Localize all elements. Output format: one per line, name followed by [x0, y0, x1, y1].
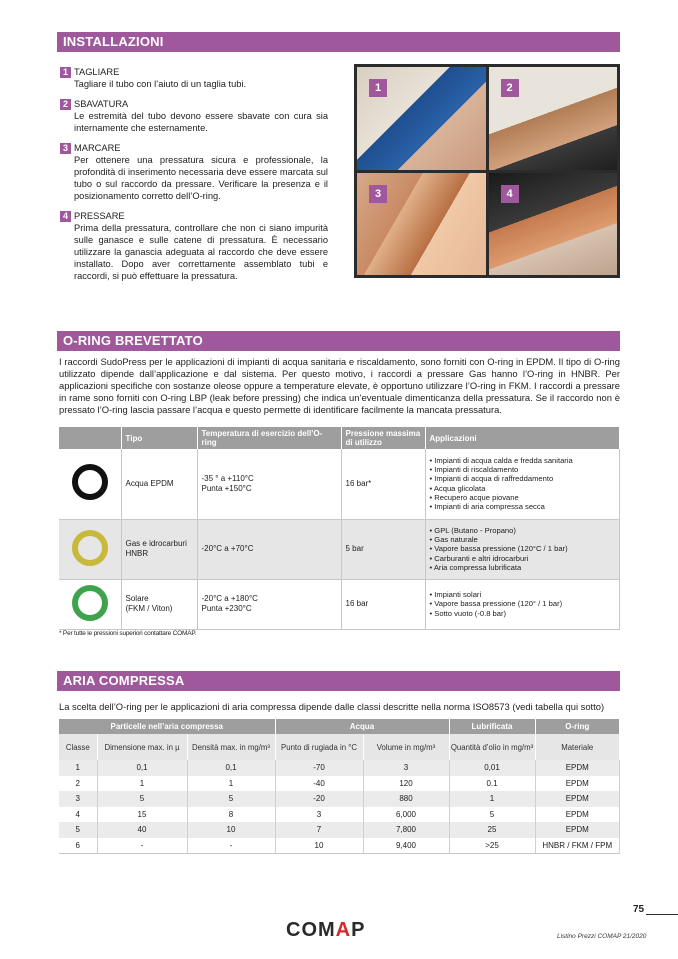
step-text: Prima della pressatura, controllare che non ci siano impurità sulle ganasce e sulle catene di pressatura. È necessario utilizzare la ganascia adeguata al raccordo che deve essere installato. Dopo aver correttamente assemblato tubi e raccordi, si può effettuare la pressatura.	[74, 223, 328, 281]
app-item: • Impianti di acqua calda e fredda sanitaria	[430, 456, 616, 465]
temp-line: -20°C a +180°C	[201, 594, 258, 603]
table-row	[59, 791, 620, 807]
aria-paragraph: La scelta dell’O-ring per le applicazioni di aria compressa dipende dalle classi descritte nella norma ISO8573 (vedi tabella qui sotto)	[59, 701, 605, 712]
aria-table	[59, 719, 620, 854]
section-header-oring: O-RING BREVETTATO	[57, 331, 620, 351]
app-item: • Impianti di acqua di raffreddamento	[430, 474, 616, 483]
pressure-cell: 16 bar	[341, 579, 425, 629]
app-item: • Recupero acque piovane	[430, 493, 616, 502]
table-cell: 40	[97, 822, 187, 838]
app-item: • Vapore bassa pressione (120° / 1 bar)	[430, 599, 616, 608]
step-1	[60, 66, 328, 90]
table-cell: 1	[449, 791, 535, 807]
table-cell: 2	[59, 776, 97, 792]
step-number: 2	[60, 99, 71, 110]
table-cell: 5	[59, 822, 97, 838]
tipo-cell	[121, 519, 197, 579]
logo-text: COM	[286, 919, 336, 941]
tipo-text: HNBR	[125, 549, 149, 558]
table-cell: 3	[275, 807, 363, 823]
table-cell: 9,400	[363, 838, 449, 854]
temp-line: -35 ° a +110°C	[201, 473, 254, 483]
photo-pressing	[489, 173, 618, 276]
step-title: SBAVATURA	[74, 99, 129, 109]
table-row	[59, 822, 620, 838]
table-row	[59, 519, 620, 579]
table-cell: 15	[97, 807, 187, 823]
col-dimensione: Dimensione max. in µ	[97, 734, 187, 760]
table-cell: 1	[59, 760, 97, 776]
oring-header-temp: Temperatura di esercizio dell’O-ring	[197, 427, 341, 449]
oring-image-cell	[59, 579, 121, 629]
tipo-text: (FKM / Viton)	[125, 604, 173, 613]
temp-cell	[197, 579, 341, 629]
table-cell: 25	[449, 822, 535, 838]
footnote: * Per tutte le pressioni superiori contattare COMAP.	[59, 630, 197, 637]
apps-cell	[425, 519, 620, 579]
temp-cell	[197, 449, 341, 519]
page-number: 75	[633, 904, 645, 915]
table-cell: 8	[187, 807, 275, 823]
comap-logo	[286, 919, 365, 942]
oring-image-cell	[59, 519, 121, 579]
table-cell: -20	[275, 791, 363, 807]
app-item: • Impianti di aria compressa secca	[430, 502, 616, 511]
photo-label: 2	[501, 79, 519, 97]
photo-deburring	[489, 67, 618, 170]
section-header-installazioni: INSTALLAZIONI	[57, 32, 620, 52]
temp-line: Punta +230°C	[201, 604, 252, 613]
app-item: • Vapore bassa pressione (120°C / 1 bar)	[430, 544, 616, 553]
table-cell: 10	[275, 838, 363, 854]
table-cell: 7	[275, 822, 363, 838]
temp-line: -20°C a +70°C	[201, 544, 254, 553]
col-materiale: Materiale	[535, 734, 620, 760]
app-item: • Gas naturale	[430, 535, 616, 544]
table-cell: EPDM	[535, 822, 620, 838]
table-cell: EPDM	[535, 760, 620, 776]
oring-header-apps: Applicazioni	[425, 427, 620, 449]
photo-cutting	[357, 67, 486, 170]
pressure-cell: 5 bar	[341, 519, 425, 579]
col-densita: Densità max. in mg/m³	[187, 734, 275, 760]
oring-image-cell	[59, 449, 121, 519]
app-item: • Acqua glicolata	[430, 484, 616, 493]
oring-header-pressure: Pressione massima di utilizzo	[341, 427, 425, 449]
photo-label: 4	[501, 185, 519, 203]
table-row	[59, 838, 620, 854]
temp-line: Punta +150°C	[201, 483, 252, 493]
group-water: Acqua	[275, 719, 449, 734]
step-number: 1	[60, 67, 71, 78]
step-text: Per ottenere una pressatura sicura e professionale, la profondità di inserimento necessaria deve essere marcata sul tubo o sul raccordo da pressare. Verificare la presenza e il posizionamento corretto dell’O-ring.	[74, 155, 328, 201]
table-cell: 7,800	[363, 822, 449, 838]
table-cell: -40	[275, 776, 363, 792]
installation-steps	[60, 66, 328, 290]
logo-accent: A	[335, 919, 352, 941]
step-2	[60, 98, 328, 134]
photo-label: 1	[369, 79, 387, 97]
table-cell: 5	[187, 791, 275, 807]
app-item: • Impianti solari	[430, 590, 616, 599]
tipo-cell	[121, 579, 197, 629]
table-cell: 10	[187, 822, 275, 838]
table-cell: 4	[59, 807, 97, 823]
table-row	[59, 449, 620, 519]
oring-header-image	[59, 427, 121, 449]
pressure-cell: 16 bar*	[341, 449, 425, 519]
tipo-text: Gas e idrocarburi	[125, 539, 187, 548]
table-row	[59, 807, 620, 823]
table-row	[59, 579, 620, 629]
table-cell: 0,1	[187, 760, 275, 776]
step-title: TAGLIARE	[74, 67, 120, 77]
page-number-rule	[646, 914, 678, 915]
table-cell: 1	[97, 776, 187, 792]
col-olio: Quantità d’olio in mg/m³	[449, 734, 535, 760]
table-cell: EPDM	[535, 807, 620, 823]
section-header-aria: ARIA COMPRESSA	[57, 671, 620, 691]
step-title: PRESSARE	[74, 211, 125, 221]
step-text: Tagliare il tubo con l’aiuto di un taglia tubi.	[74, 79, 247, 89]
col-classe: Classe	[59, 734, 97, 760]
group-oring: O-ring	[535, 719, 620, 734]
table-cell: 5	[449, 807, 535, 823]
table-cell: -	[97, 838, 187, 854]
step-3	[60, 142, 328, 202]
apps-cell	[425, 579, 620, 629]
step-4	[60, 210, 328, 282]
table-cell: EPDM	[535, 791, 620, 807]
table-row	[59, 760, 620, 776]
step-number: 3	[60, 143, 71, 154]
table-cell: HNBR / FKM / FPM	[535, 838, 620, 854]
oring-table	[59, 427, 620, 630]
table-cell: 3	[59, 791, 97, 807]
group-lubricated: Lubrificata	[449, 719, 535, 734]
installation-photo-grid	[354, 64, 620, 278]
app-item: • Sotto vuoto (-0.8 bar)	[430, 609, 616, 618]
logo-text: P	[351, 919, 366, 941]
table-cell: 880	[363, 791, 449, 807]
table-cell: -70	[275, 760, 363, 776]
tipo-text: Acqua EPDM	[125, 478, 174, 488]
tipo-text: Solare	[125, 594, 149, 603]
oring-hnbr-ring	[72, 530, 108, 566]
app-item: • Impianti di riscaldamento	[430, 465, 616, 474]
oring-paragraph: I raccordi SudoPress per le applicazioni di impianti di acqua sanitaria e riscaldamento, sono forniti con O-ring in EPDM. Il tipo di O-ring utilizzato dipende dall’applicazione e dal sistema. Per questo motivo, i raccordi a pressare Gas hanno l’O-ring in HNBR. Per applicazioni specifiche con sostanze oleose oppure a temperature elevate, è opportuno utilizzare l’O-ring in FKM. I raccordi a pressare in rame sono forniti con O-ring LBP (leak before pressing) che indica un’eventuale dimenticanza della pressatura. Se il raccordo non è pressato l’O-ring lascia passare l’acqua e questo permette di identificare facilmente la mancata pressatura.	[59, 356, 620, 415]
table-cell: 0.1	[449, 776, 535, 792]
step-text: Le estremità del tubo devono essere sbavate con cura sia internamente che esternamente.	[74, 111, 328, 133]
table-cell: 3	[363, 760, 449, 776]
temp-cell	[197, 519, 341, 579]
table-cell: 6,000	[363, 807, 449, 823]
table-cell: -	[187, 838, 275, 854]
oring-fkm-ring	[72, 585, 108, 621]
col-volume: Volume in mg/m³	[363, 734, 449, 760]
oring-header-tipo: Tipo	[121, 427, 197, 449]
group-particles: Particelle nell’aria compressa	[59, 719, 275, 734]
table-cell: >25	[449, 838, 535, 854]
tipo-cell	[121, 449, 197, 519]
table-cell: EPDM	[535, 776, 620, 792]
app-item: • GPL (Butano - Propano)	[430, 526, 616, 535]
oring-epdm-ring	[72, 464, 108, 500]
photo-label: 3	[369, 185, 387, 203]
table-cell: 1	[187, 776, 275, 792]
catalog-reference: Listino Prezzi COMAP 21/2020	[557, 933, 647, 940]
table-cell: 120	[363, 776, 449, 792]
table-cell: 5	[97, 791, 187, 807]
table-cell: 0,1	[97, 760, 187, 776]
app-item: • Carburanti e altri idrocarburi	[430, 554, 616, 563]
table-row	[59, 776, 620, 792]
table-cell: 6	[59, 838, 97, 854]
col-rugiada: Punto di rugiada in °C	[275, 734, 363, 760]
table-cell: 0,01	[449, 760, 535, 776]
step-title: MARCARE	[74, 143, 121, 153]
step-number: 4	[60, 211, 71, 222]
photo-marking	[357, 173, 486, 276]
apps-cell	[425, 449, 620, 519]
app-item: • Aria compressa lubrificata	[430, 563, 616, 572]
